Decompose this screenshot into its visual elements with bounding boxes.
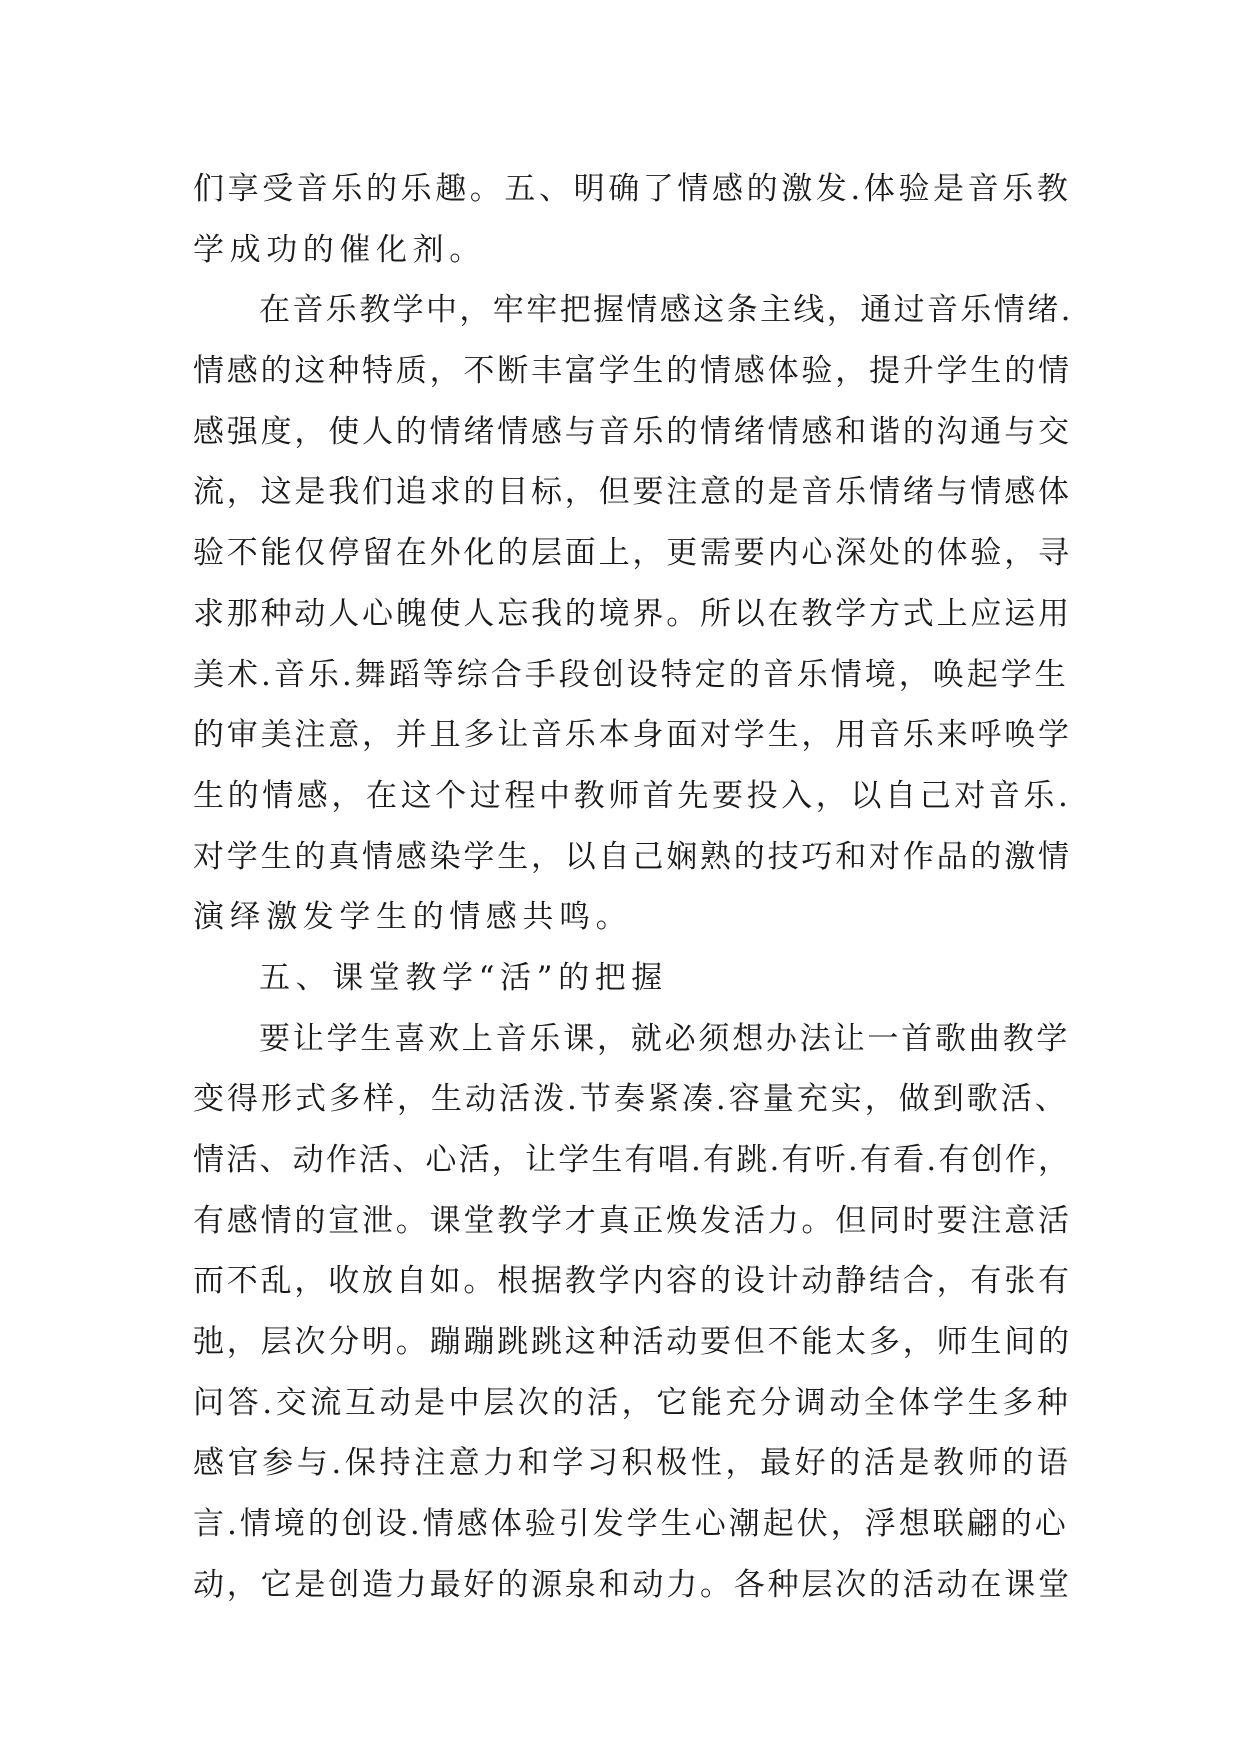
text-line: 美术.音乐.舞蹈等综合手段创设特定的音乐情境，唤起学生	[193, 656, 1069, 693]
text-line: 求那种动人心魄使人忘我的境界。所以在教学方式上应运用	[193, 595, 1072, 632]
text-line: 对学生的真情感染学生，以自己娴熟的技巧和对作品的激情	[193, 838, 1072, 875]
text-line: 言.情境的创设.情感体验引发学生心潮起伏，浮想联翩的心	[193, 1506, 1069, 1543]
text-line: 生的情感，在这个过程中教师首先要投入，以自己对音乐.	[193, 777, 1072, 814]
text-line: 感强度，使人的情绪情感与音乐的情绪情感和谐的沟通与交	[193, 413, 1072, 450]
document-body	[193, 159, 1073, 1616]
text-line: 动，它是创造力最好的源泉和动力。各种层次的活动在课堂	[193, 1566, 1072, 1603]
text-line: 情活、动作活、心活，让学生有唱.有跳.有听.有看.有创作，	[193, 1142, 1072, 1178]
text-line: 感官参与.保持注意力和学习积极性，最好的活是教师的语	[193, 1445, 1072, 1482]
text-line: 在音乐教学中，牢牢把握情感这条主线，通过音乐情绪.	[259, 292, 1073, 329]
text-line: 验不能仅停留在外化的层面上，更需要内心深处的体验，寻	[193, 535, 1072, 572]
text-line: 变得形式多样，生动活泼.节奏紧凑.容量充实，做到歌活、	[193, 1081, 1069, 1118]
text-line: 问答.交流互动是中层次的活，它能充分调动全体学生多种	[193, 1384, 1072, 1421]
text-line: 流，这是我们追求的目标，但要注意的是音乐情绪与情感体	[193, 474, 1072, 511]
text-line: 演绎激发学生的情感共鸣。	[193, 899, 633, 936]
text-line: 五、课堂教学“活”的把握	[259, 959, 668, 996]
text-line: 有感情的宣泄。课堂教学才真正焕发活力。但同时要注意活	[193, 1202, 1072, 1239]
text-line: 情感的这种特质，不断丰富学生的情感体验，提升学生的情	[193, 353, 1072, 390]
text-line: 弛，层次分明。蹦蹦跳跳这种活动要但不能太多，师生间的	[193, 1324, 1072, 1361]
text-line: 们享受音乐的乐趣。五、明确了情感的激发.体验是音乐教	[193, 171, 1072, 207]
text-line: 而不乱，收放自如。根据教学内容的设计动静结合，有张有	[193, 1263, 1072, 1300]
text-line: 要让学生喜欢上音乐课，就必须想办法让一首歌曲教学	[259, 1020, 1071, 1057]
text-line: 学成功的催化剂。	[193, 231, 486, 268]
text-line: 的审美注意，并且多让音乐本身面对学生，用音乐来呼唤学	[193, 717, 1072, 754]
